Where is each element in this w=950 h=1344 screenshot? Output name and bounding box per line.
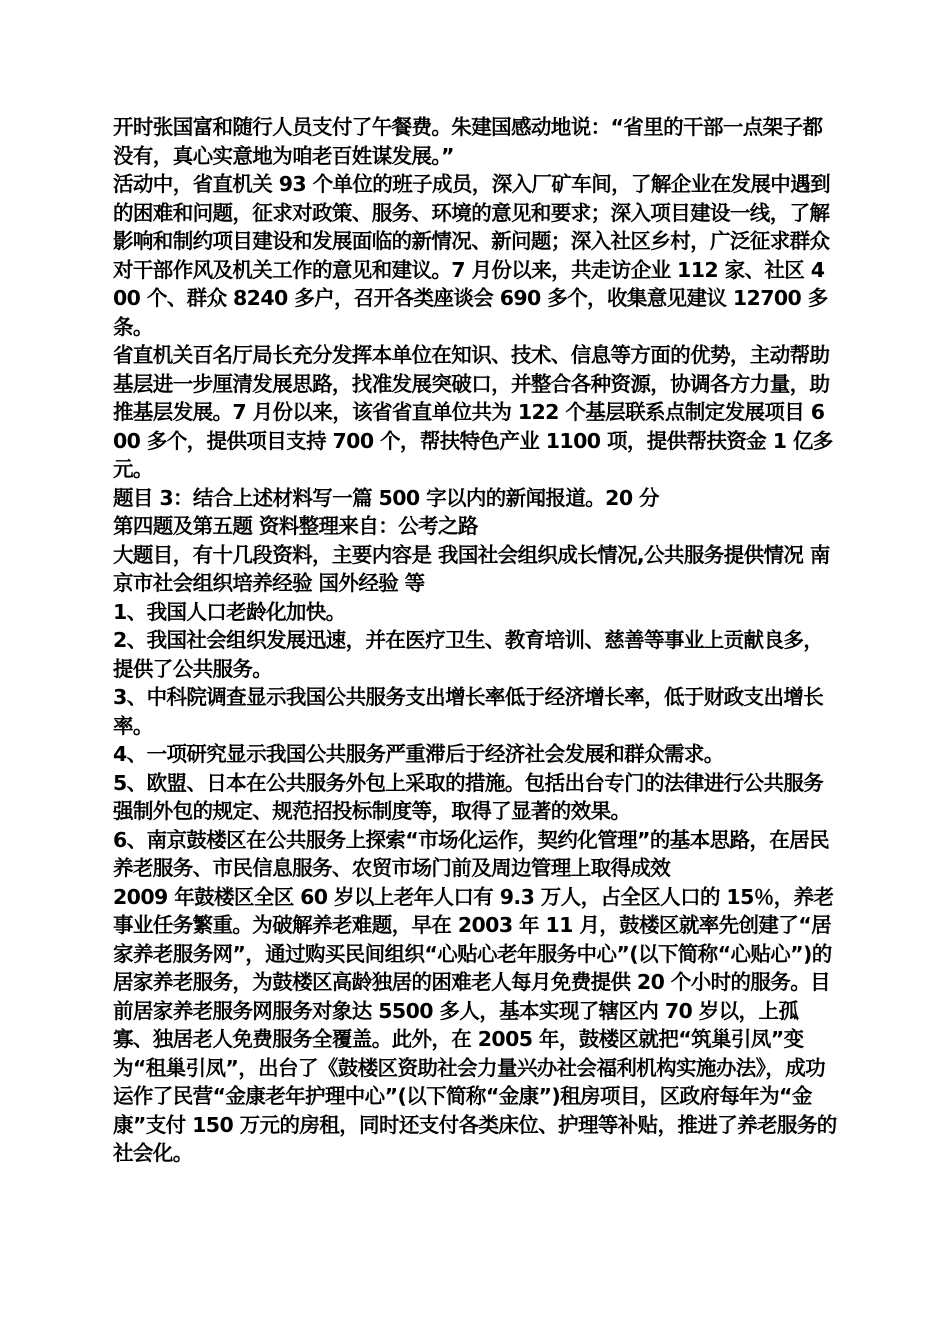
list-item-1: 1、我国人口老龄化加快。: [113, 599, 346, 624]
section-heading-q4-q5: 第四题及第五题 资料整理来自：公考之路: [113, 514, 478, 538]
paragraph-gulou-elderly: 2009 年鼓楼区全区 60 岁以上老年人口有 9.3 万人，占全区人口的 15％，养老事业任务繁重。为破解养老难题，早在 2003 年 11 月，鼓楼区就率先创建了“居家养老服务网”，通过购买民间组织“心贴心老年服务中心”(以下简称“心贴心”)的居家养老服务，为鼓楼区高龄独居的困难老人每月免费提供 20 个小时的服务。目前居家养老服务网服务对象达 5500 多人，基本实现了辖区内 70 岁以，上孤寡、独居老人免费服务全覆盖。此外，在 2005 年，鼓楼区就把“筑巢引凤”变为“租巢引凤”，出台了《鼓楼区资助社会力量兴办社会福利机构实施办法》，成功运作了民营“金康老年护理中心”(以下简称“金康”)租房项目，区政府每年为“金康”支付 150 万元的房租，同时还支付各类床位、护理等补贴，推进了养老服务的社会化。: [113, 884, 837, 1165]
list-item-4: 4、一项研究显示我国公共服务严重滞后于经济社会发展和群众需求。: [113, 742, 724, 766]
list-item-5: 5、欧盟、日本在公共服务外包上采取的措施。包括出台专门的法律进行公共服务强制外包的规定、规范招投标制度等，取得了显著的效果。: [113, 770, 824, 823]
paragraph-activity: 活动中，省直机关 93 个单位的班子成员，深入厂矿车间，了解企业在发展中遇到的困难和问题，征求对政策、服务、环境的意见和要求；深入项目建设一线，了解影响和制约项目建设和发展面临的新情况、新问题；深入社区乡村，广泛征求群众对干部作风及机关工作的意见和建议。7 月份以来，共走访企业 112 家、社区 400 个、群众 8240 多户，召开各类座谈会 690 多个，收集意见建议 12700 多条。: [113, 172, 831, 339]
list-item-2: 2、我国社会组织发展迅速，并在医疗卫生、教育培训、慈善等事业上贡献良多，提供了公共服务。: [113, 628, 824, 681]
paragraph-lunch-fee: 开时张国富和随行人员支付了午餐费。朱建国感动地说：“省里的干部一点架子都没有，真心实意地为咱老百姓谋发展。”: [113, 115, 823, 168]
list-item-6: 6、南京鼓楼区在公共服务上探索“市场化运作，契约化管理”的基本思路，在居民养老服务、市民信息服务、农贸市场门前及周边管理上取得成效: [113, 827, 830, 880]
paragraph-overview: 大题目，有十几段资料，主要内容是 我国社会组织成长情况,公共服务提供情况 南京市社会组织培养经验 国外经验 等: [113, 542, 830, 595]
question-3: 题目 3：结合上述材料写一篇 500 字以内的新闻报道。20 分: [113, 485, 659, 510]
paragraph-directors: 省直机关百名厅局长充分发挥本单位在知识、技术、信息等方面的优势，主动帮助基层进一步厘清发展思路，找准发展突破口，并整合各种资源，协调各方力量，助推基层发展。7 月份以来，该省省直单位共为 122 个基层联系点制定发展项目 600 多个，提供项目支持 700 个，帮扶特色产业 1100 项，提供帮扶资金 1 亿多元。: [113, 343, 833, 481]
list-item-3: 3、中科院调查显示我国公共服务支出增长率低于经济增长率，低于财政支出增长率。: [113, 685, 824, 738]
document-page: [113, 113, 838, 1168]
